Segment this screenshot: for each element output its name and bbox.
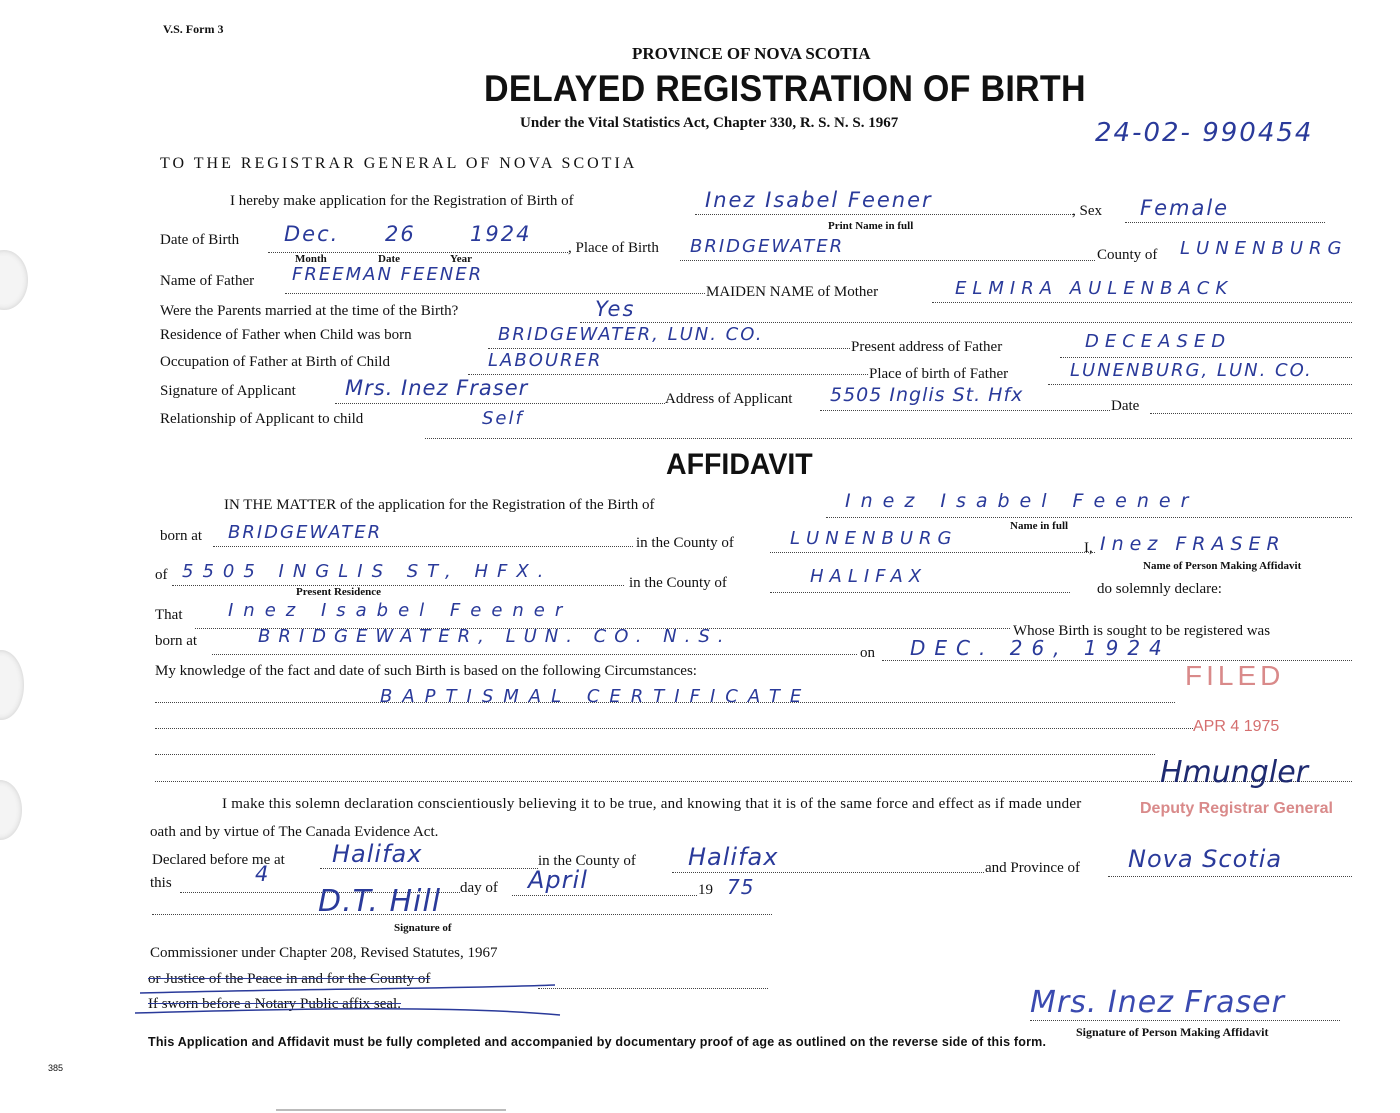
relationship-label: Relationship of Applicant to child <box>160 411 364 427</box>
place-label: , Place of Birth <box>568 240 659 256</box>
punch-hole <box>0 650 24 720</box>
commissioner-signature: D.T. Hill <box>318 884 442 919</box>
sex-label: , Sex <box>1072 203 1102 219</box>
deponent-caption: Name of Person Making Affidavit <box>1143 560 1302 572</box>
punch-hole <box>0 250 28 310</box>
of-label: of <box>155 567 168 583</box>
place-value: BRIDGEWATER <box>690 236 845 257</box>
relationship-value: Self <box>482 408 524 429</box>
dob-year: 1924 <box>470 222 532 246</box>
affidavit-county-label: in the County of <box>636 535 734 551</box>
born-at-label: born at <box>160 528 203 544</box>
circumstances-value: BAPTISMAL CERTIFICATE <box>380 686 812 707</box>
name-caption: Name in full <box>1010 520 1069 532</box>
that-label: That <box>155 607 183 623</box>
date-caption: Date <box>378 253 400 265</box>
knowledge-label: My knowledge of the fact and date of such Birth is based on the following Circumstances: <box>155 663 697 679</box>
dob-label: Date of Birth <box>160 232 240 248</box>
that-name: Inez Isabel Feener <box>228 600 573 621</box>
year-suffix: 75 <box>727 875 755 899</box>
signature-label: Signature of Applicant <box>160 383 296 399</box>
bottom-rule <box>276 1109 506 1111</box>
footer-code: 385 <box>48 1063 64 1073</box>
registrar-signature: Hmungler <box>1160 755 1308 790</box>
strike-lines <box>130 975 570 1025</box>
month-value: April <box>528 866 588 894</box>
deponent-name: Inez FRASER <box>1100 533 1286 555</box>
sex-value: Female <box>1140 196 1230 220</box>
occupation-label: Occupation of Father at Birth of Child <box>160 354 390 370</box>
child-name: Inez Isabel Feener <box>705 188 933 212</box>
footer-note: This Application and Affidavit must be fully completed and accompanied by documentary proof of age as outlined on the reverse side of this form. <box>148 1035 1047 1049</box>
filed-date: APR 4 1975 <box>1193 718 1280 735</box>
registrar-title: Deputy Registrar General <box>1140 800 1333 817</box>
married-label: Were the Parents married at the time of the Birth? <box>160 303 459 319</box>
notary-line: If sworn before a Notary Public affix seal. <box>148 996 401 1012</box>
deponent-signature-caption: Signature of Person Making Affidavit <box>1076 1025 1269 1039</box>
applicant-signature: Mrs. Inez Fraser <box>345 376 529 400</box>
born-at2-label: born at <box>155 633 198 649</box>
justice-line: or Justice of the Peace in and for the County of <box>148 971 431 987</box>
day-value: 4 <box>255 862 271 886</box>
addressee: TO THE REGISTRAR GENERAL OF NOVA SCOTIA <box>160 155 638 172</box>
father-birthplace-value: LUNENBURG, LUN. CO. <box>1070 360 1313 381</box>
dob-date: 26 <box>385 222 416 246</box>
registration-number: 24-02- 990454 <box>1095 118 1314 148</box>
province-value: Nova Scotia <box>1128 845 1283 873</box>
province-label: and Province of <box>985 860 1080 876</box>
affidavit-name: Inez Isabel Feener <box>845 490 1199 512</box>
declared-county-label: in the County of <box>538 853 636 869</box>
deponent-signature: Mrs. Inez Fraser <box>1030 985 1285 1020</box>
father-label: Name of Father <box>160 273 255 289</box>
month-caption: Month <box>295 253 327 265</box>
matter-label: IN THE MATTER of the application for the Registration of the Birth of <box>224 497 655 513</box>
intro-label: I hereby make application for the Registration of Birth of <box>230 193 574 209</box>
date-label: Date <box>1111 398 1140 414</box>
declaration-text-2: oath and by virtue of The Canada Evidence Act. <box>150 824 439 840</box>
declare-label: do solemnly declare: <box>1097 581 1222 597</box>
form-id: V.S. Form 3 <box>163 22 224 36</box>
born-at-value: BRIDGEWATER <box>228 522 383 543</box>
mother-label: MAIDEN NAME of Mother <box>706 284 879 300</box>
father-residence-value: BRIDGEWATER, LUN. CO. <box>498 324 764 345</box>
residence-caption: Present Residence <box>296 586 382 598</box>
applicant-address-label: Address of Applicant <box>665 391 793 407</box>
whose-birth-label: Whose Birth is sought to be registered was <box>1013 623 1271 639</box>
born-at2-value: BRIDGEWATER, LUN. CO. N.S. <box>258 626 732 647</box>
declared-at-value: Halifax <box>332 840 423 868</box>
page-subtitle: Under the Vital Statistics Act, Chapter 330, R. S. N. S. 1967 <box>520 115 899 131</box>
married-value: Yes <box>595 297 636 321</box>
residence-county-label: in the County of <box>629 575 727 591</box>
county-label: County of <box>1097 247 1158 263</box>
print-name-caption: Print Name in full <box>828 220 914 232</box>
father-residence-label: Residence of Father when Child was born <box>160 327 412 343</box>
province-heading: PROVINCE OF NOVA SCOTIA <box>632 44 871 63</box>
father-value: FREEMAN FEENER <box>292 264 484 285</box>
declaration-text: I make this solemn declaration conscientiously believing it to be true, and knowing that it is of the same force and effect as if made under <box>222 796 1082 812</box>
punch-hole <box>0 780 22 840</box>
dob-month: Dec. <box>284 222 340 246</box>
year-prefix: 19 <box>698 882 713 898</box>
father-birthplace-label: Place of birth of Father <box>869 366 1009 382</box>
declared-county-value: Halifax <box>688 843 779 871</box>
present-address-value: DECEASED <box>1085 331 1232 352</box>
signature-caption: Signature of <box>394 922 452 934</box>
declared-label: Declared before me at <box>152 852 285 868</box>
on-label: on <box>860 645 875 661</box>
on-date: DEC. 26, 1924 <box>910 636 1171 660</box>
affidavit-county-value: LUNENBURG <box>790 528 958 549</box>
day-of-label: day of <box>460 880 498 896</box>
filed-stamp: FILED <box>1185 660 1285 691</box>
commissioner-line: Commissioner under Chapter 208, Revised Statutes, 1967 <box>150 945 498 961</box>
occupation-value: LABOURER <box>488 350 603 371</box>
applicant-address-value: 5505 Inglis St. Hfx <box>830 384 1024 406</box>
i-label: I, <box>1084 540 1093 556</box>
affidavit-heading: AFFIDAVIT <box>666 448 813 481</box>
county-value: LUNENBURG <box>1180 238 1348 259</box>
this-label: this <box>150 875 172 891</box>
mother-value: ELMIRA AULENBACK <box>955 278 1234 299</box>
page-title: DELAYED REGISTRATION OF BIRTH <box>484 68 1086 109</box>
year-caption: Year <box>450 253 472 265</box>
present-address-label: Present address of Father <box>851 339 1003 355</box>
residence-value: 5505 INGLIS ST, HFX. <box>182 561 553 582</box>
residence-county-value: HALIFAX <box>810 566 928 587</box>
